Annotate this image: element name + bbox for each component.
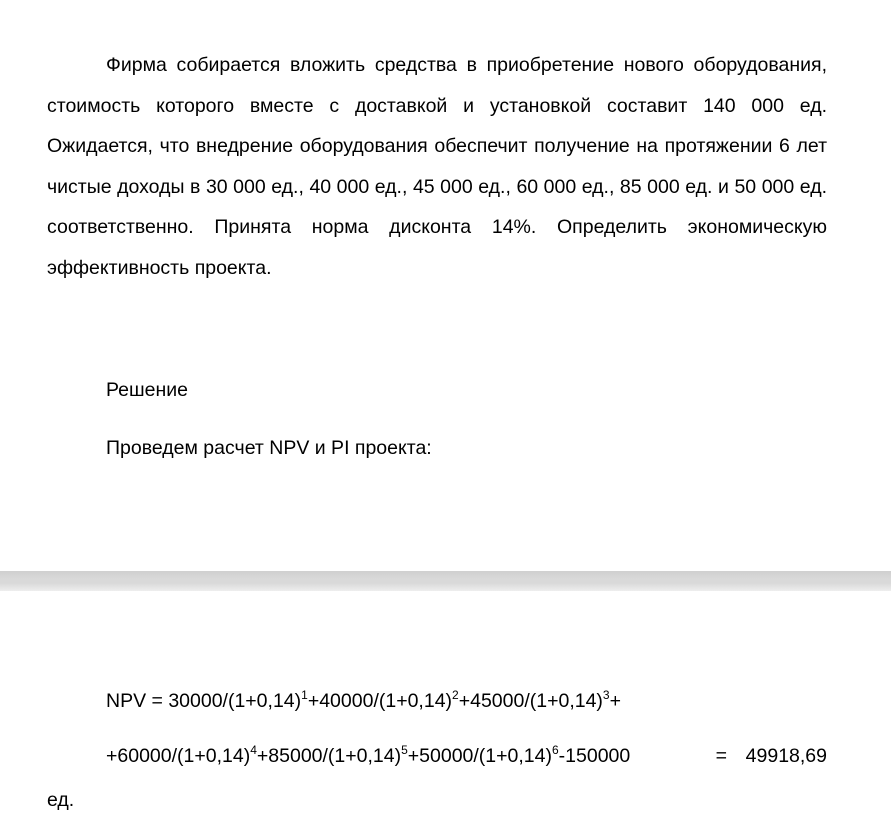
formula-term: -150000: [558, 745, 631, 767]
formula-term: +50000/(1+0,14): [407, 745, 552, 767]
formula-term: +40000/(1+0,14): [307, 690, 453, 712]
problem-statement: Фирма собирается вложить средства в приобретение нового оборудования, стоимость которого вместе с доставкой и установкой составит 140 000 ед. Ожидается, что внедрение оборудования обеспечит получение на протяжении 6 лет чистые доходы в 30 000 ед., 40 000 ед., 45 000 ед., 60 000 ед., 85 000 ед. и 50 000 ед. соответственно. Принята норма дисконта 14%. Определить экономическую эффективность проекта.: [47, 54, 827, 279]
formula-term: +85000/(1+0,14): [256, 745, 402, 767]
npv-result-unit: ед.: [47, 789, 75, 811]
solution-intro: Проведем расчет NPV и PI проекта:: [106, 437, 432, 459]
formula-equals-sign: =: [715, 745, 727, 767]
page-separator: [0, 571, 891, 591]
solution-heading: Решение: [106, 379, 188, 401]
formula-exponent: 3: [602, 688, 610, 702]
formula-exponent: 4: [250, 743, 257, 757]
document-page-2: [0, 591, 891, 839]
npv-result-value: 49918,69: [745, 745, 827, 767]
formula-exponent: 6: [551, 743, 559, 757]
npv-formula-line-1: [106, 687, 621, 715]
formula-term: +60000/(1+0,14): [106, 745, 251, 767]
formula-term: +: [609, 690, 621, 712]
formula-term: NPV = 30000/(1+0,14): [106, 690, 302, 712]
formula-exponent: 5: [401, 743, 408, 757]
npv-formula-line-2: [106, 742, 827, 770]
formula-term: +45000/(1+0,14): [458, 690, 603, 712]
formula-exponent: 2: [452, 688, 459, 702]
formula-exponent: 1: [301, 688, 308, 702]
